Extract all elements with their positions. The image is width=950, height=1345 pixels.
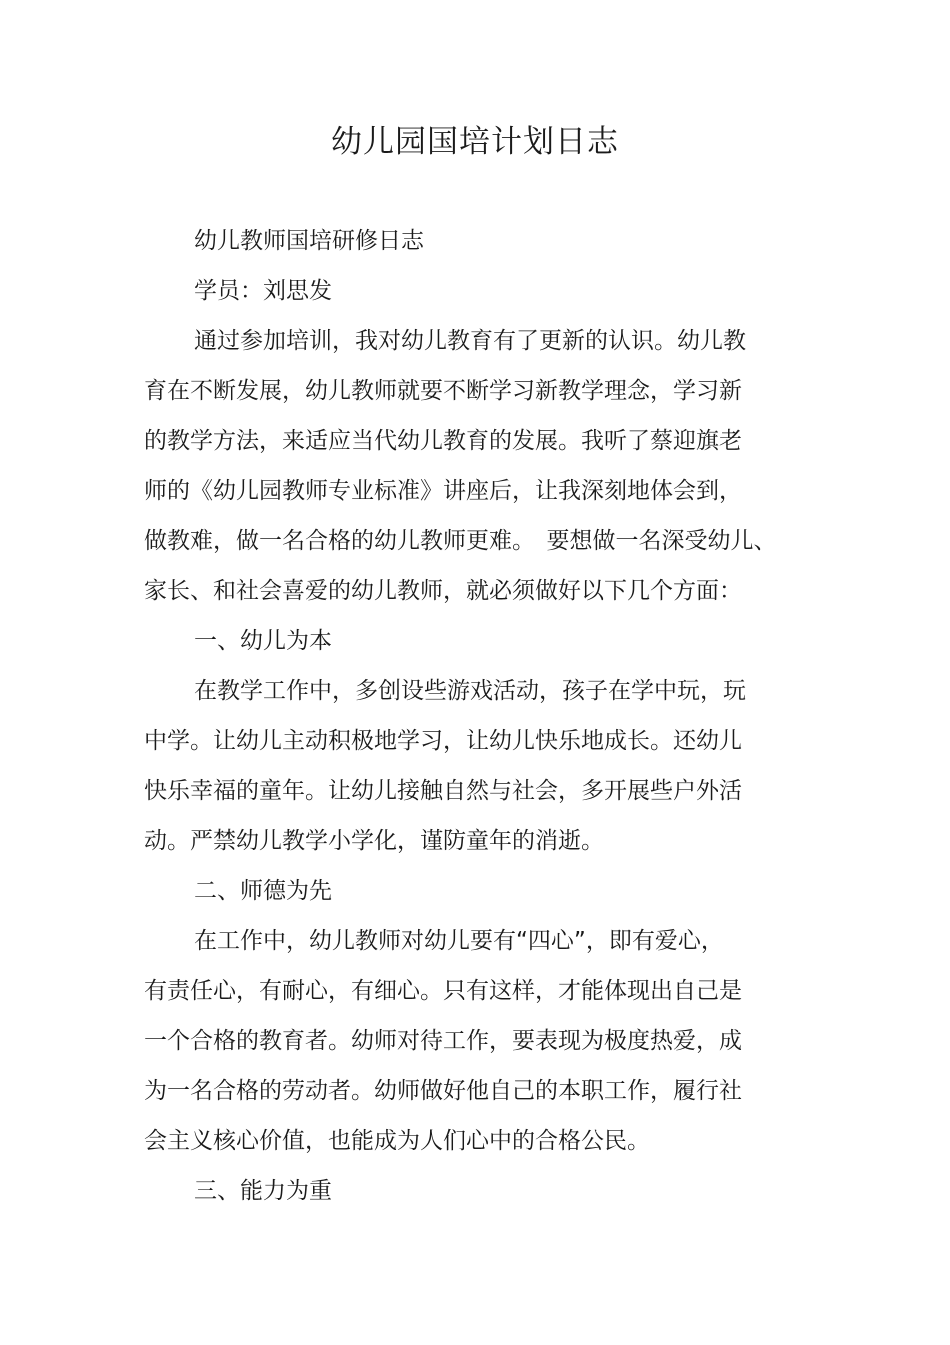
paragraph-line: 家长、和社会喜爱的幼儿教师，就必须做好以下几个方面： <box>144 578 742 604</box>
paragraph-line: 师的《幼儿园教师专业标准》讲座后，让我深刻地体会到， <box>144 478 742 504</box>
section-heading: 二、师德为先 <box>194 878 332 904</box>
paragraph-line: 的教学方法，来适应当代幼儿教育的发展。我听了蔡迎旗老 <box>144 428 742 454</box>
section-heading: 一、幼儿为本 <box>194 628 332 654</box>
paragraph-line: 通过参加培训，我对幼儿教育有了更新的认识。幼儿教 <box>194 328 746 354</box>
paragraph-line: 快乐幸福的童年。让幼儿接触自然与社会，多开展些户外活 <box>144 778 742 804</box>
section-heading: 三、能力为重 <box>194 1178 332 1204</box>
paragraph-line: 动。严禁幼儿教学小学化，谨防童年的消逝。 <box>144 828 604 854</box>
paragraph-line: 会主义核心价值，也能成为人们心中的合格公民。 <box>144 1128 650 1154</box>
paragraph-line: 有责任心，有耐心，有细心。只有这样，才能体现出自己是 <box>144 978 742 1004</box>
paragraph-line: 为一名合格的劳动者。幼师做好他自己的本职工作，履行社 <box>144 1078 742 1104</box>
paragraph-line: 做教难，做一名合格的幼儿教师更难。 要想做一名深受幼儿、 <box>144 528 777 554</box>
paragraph-line: 在工作中，幼儿教师对幼儿要有“四心”，即有爱心， <box>194 928 724 954</box>
paragraph-line: 在教学工作中，多创设些游戏活动，孩子在学中玩，玩 <box>194 678 746 704</box>
paragraph-line: 中学。让幼儿主动积极地学习，让幼儿快乐地成长。还幼儿 <box>144 728 742 754</box>
author-line: 学员：刘思发 <box>194 278 332 304</box>
paragraph-line: 一个合格的教育者。幼师对待工作，要表现为极度热爱，成 <box>144 1028 742 1054</box>
paragraph-line: 育在不断发展，幼儿教师就要不断学习新教学理念，学习新 <box>144 378 742 404</box>
document-title: 幼儿园国培计划日志 <box>331 124 619 160</box>
subtitle-line: 幼儿教师国培研修日志 <box>194 228 424 254</box>
